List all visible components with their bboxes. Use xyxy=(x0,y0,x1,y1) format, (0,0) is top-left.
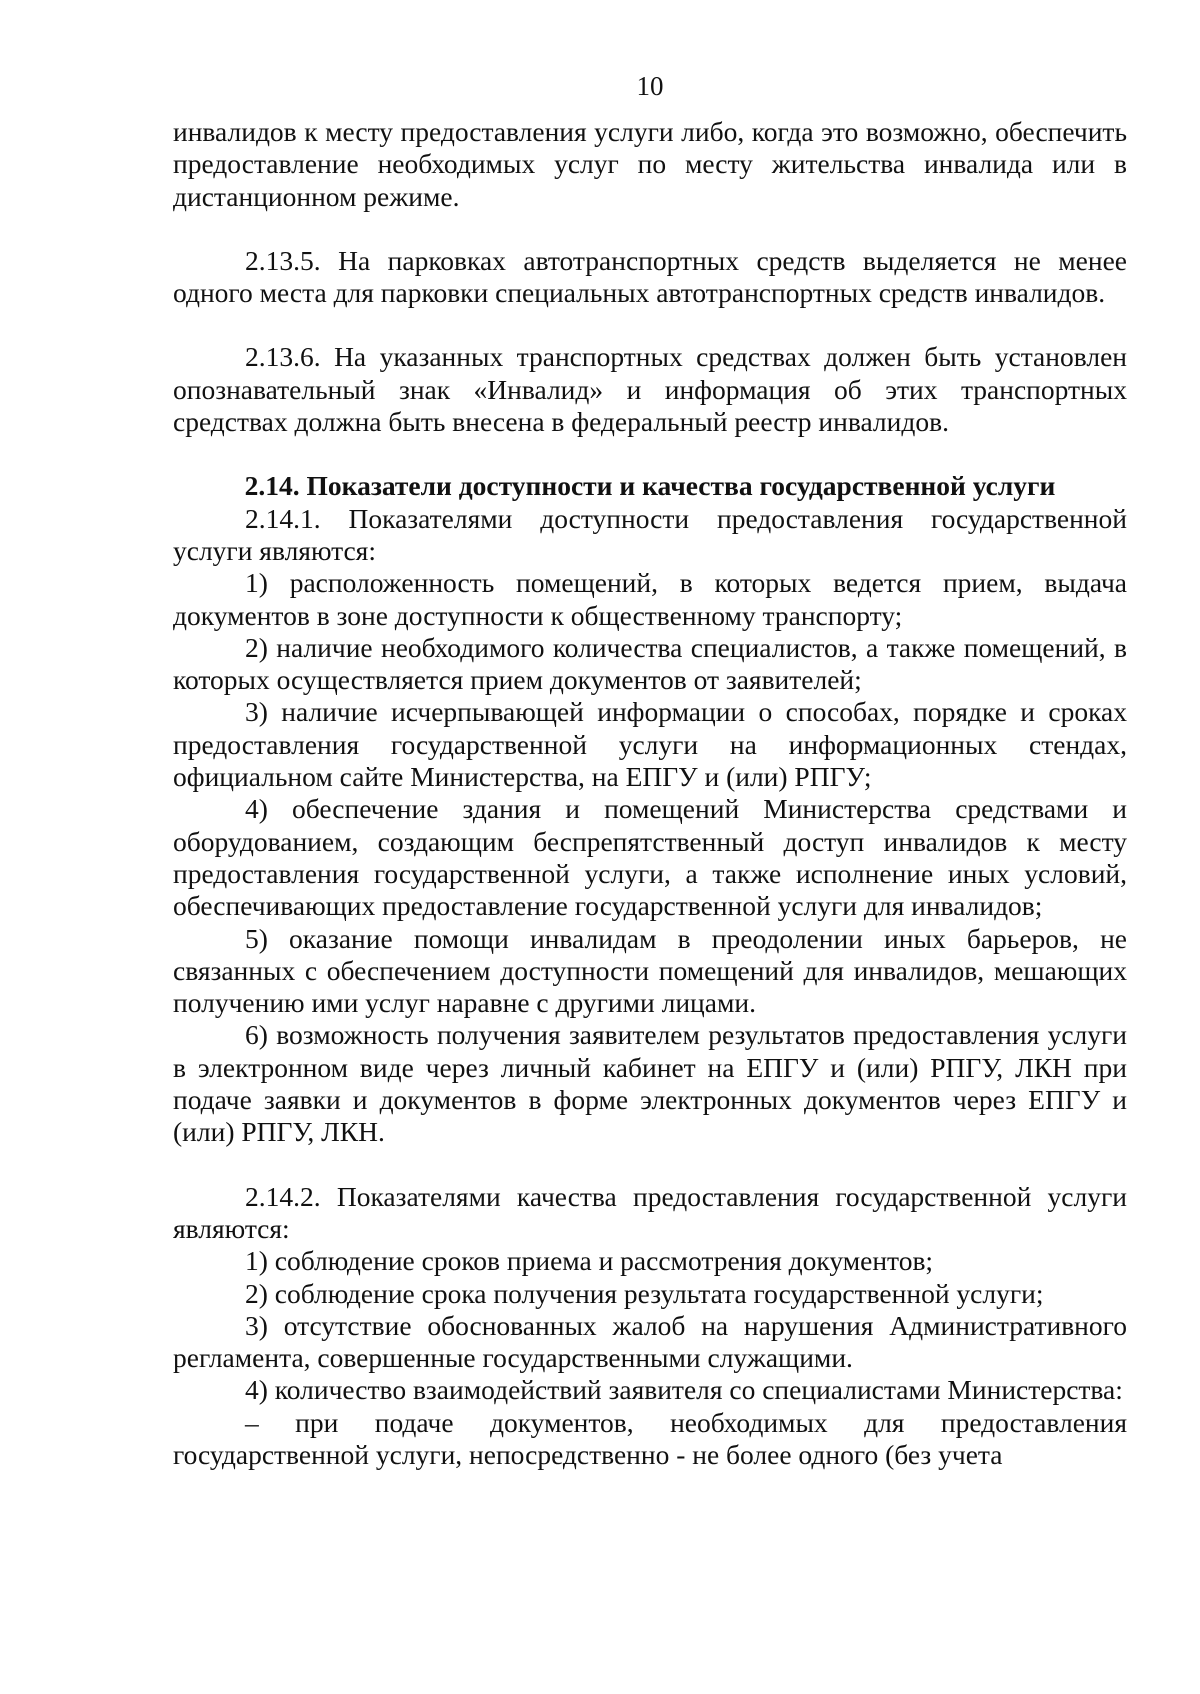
paragraph-gap xyxy=(173,213,1127,245)
paragraph: 2.13.6. На указанных транспортных средствах должен быть установлен опознавательный знак «Инвалид» и информация об этих транспортных средствах должна быть внесена в федеральный реестр инвалидов. xyxy=(173,341,1127,438)
paragraph-gap xyxy=(173,438,1127,470)
paragraph: 2.14.2. Показателями качества предоставления государственной услуги являются: xyxy=(173,1180,1127,1244)
paragraph: 5) оказание помощи инвалидам в преодолении иных барьеров, не связанных с обеспечением доступности помещений для инвалидов, мешающих получению ими услуг наравне с другими лицами. xyxy=(173,922,1127,1019)
paragraph: 6) возможность получения заявителем результатов предоставления услуги в электронном виде через личный кабинет на ЕПГУ и (или) РПГУ, ЛКН при подаче заявки и документов в форме электронных документов через ЕПГУ и (или) РПГУ, ЛКН. xyxy=(173,1019,1127,1148)
paragraph: 1) расположенность помещений, в которых ведется прием, выдача документов в зоне доступности к общественному транспорту; xyxy=(173,567,1127,631)
paragraph: инвалидов к месту предоставления услуги либо, когда это возможно, обеспечить предоставление необходимых услуг по месту жительства инвалида или в дистанционном режиме. xyxy=(173,116,1127,212)
paragraph: 2.14.1. Показателями доступности предоставления государственной услуги являются: xyxy=(173,502,1127,566)
paragraph: 4) количество взаимодействий заявителя со специалистами Министерства: xyxy=(245,1374,1123,1406)
paragraph: 2) наличие необходимого количества специалистов, а также помещений, в которых осуществляется прием документов от заявителей; xyxy=(173,631,1127,696)
paragraph-gap xyxy=(173,1149,1127,1181)
document-body xyxy=(173,116,1127,1471)
paragraph: – при подаче документов, необходимых для предоставления государственной услуги, непосредственно - не более одного (без учета xyxy=(173,1406,1127,1470)
section-heading: 2.14. Показатели доступности и качества государственной услуги xyxy=(244,470,1056,502)
paragraph: 3) наличие исчерпывающей информации о способах, порядке и сроках предоставления государственной услуги на информационных стендах, официальном сайте Министерства, на ЕПГУ и (или) РПГУ; xyxy=(173,696,1127,793)
paragraph: 2) соблюдение срока получения результата государственной услуги; xyxy=(245,1277,1044,1309)
paragraph: 2.13.5. На парковках автотранспортных средств выделяется не менее одного места для парковки специальных автотранспортных средств инвалидов. xyxy=(173,244,1127,309)
paragraph: 4) обеспечение здания и помещений Министерства средствами и оборудованием, создающим беспрепятственный доступ инвалидов к месту предоставления государственной услуги, а также исполнение иных условий, обеспечивающих предоставление государственной услуги для инвалидов; xyxy=(173,793,1127,922)
page-number: 10 xyxy=(636,71,664,101)
paragraph-gap xyxy=(173,309,1127,341)
paragraph: 1) соблюдение сроков приема и рассмотрения документов; xyxy=(245,1245,934,1277)
paragraph: 3) отсутствие обоснованных жалоб на нарушения Административного регламента, совершенные государственными служащими. xyxy=(173,1309,1127,1374)
